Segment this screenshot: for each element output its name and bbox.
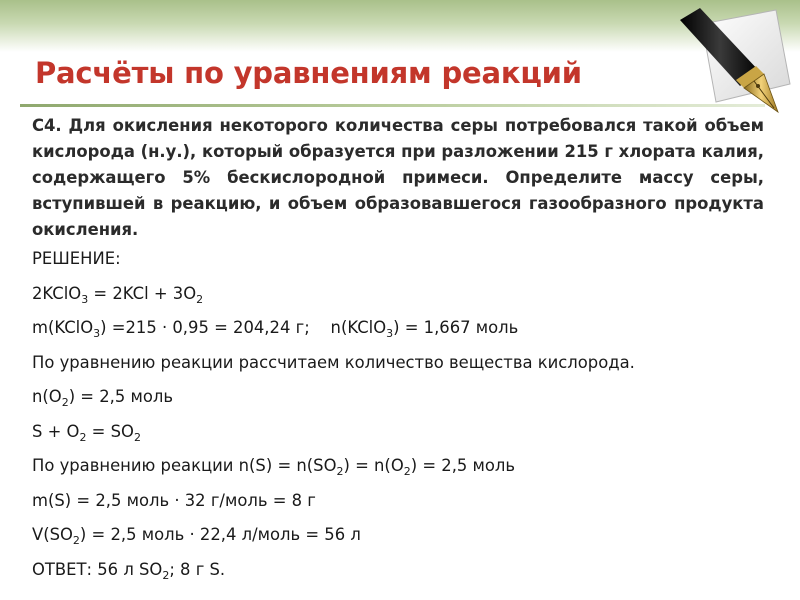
slide-title: Расчёты по уравнениям реакций: [35, 56, 582, 90]
solution-block: [32, 249, 772, 594]
problem-statement: С4. Для окисления некоторого количества серы потребовался такой объем кислорода (н.у.), который образуется при разложении 215 г хлората калия, содержащего 5% бескислородной примеси. Определите массу серы, вступившей в реакцию, и объем образовавшегося газообразного продукта окисления.: [32, 116, 764, 239]
oxygen-amount-line: $n(O_2) = 2,5$ моль: [32, 387, 174, 409]
solution-header: РЕШЕНИЕ:: [32, 249, 121, 268]
equation-oxidation: $S + O_2 = SO_2$: [32, 421, 141, 444]
sulfur-mass-line: m(S) = 2,5 моль · 32 г/моль = 8 г: [32, 490, 316, 510]
equation-decomposition: 2KClO$_3$ = $2KCl + 3O_2$: [32, 283, 204, 306]
gas-volume-line: $V(SO_2) = 2,5$ моль · 22,4 л/моль = 56 л: [32, 525, 361, 547]
mass-calculation-line: m(KClO$_3$) =215 · 0,95 = 204,24 г; n(KClO$_3$) = 1,667 моль: [32, 318, 519, 340]
oxygen-explanation: По уравнению реакции рассчитаем количество вещества кислорода.: [32, 352, 635, 372]
title-divider: [20, 104, 765, 107]
reaction-ratio-line: По уравнению реакции $n(S) = n(SO_2) = n(O_2) = 2,5$ моль: [32, 456, 516, 478]
fountain-pen-icon: [672, 4, 796, 122]
answer-line: ОТВЕТ: 56 л $SO_2$; 8 г S.: [32, 559, 226, 582]
